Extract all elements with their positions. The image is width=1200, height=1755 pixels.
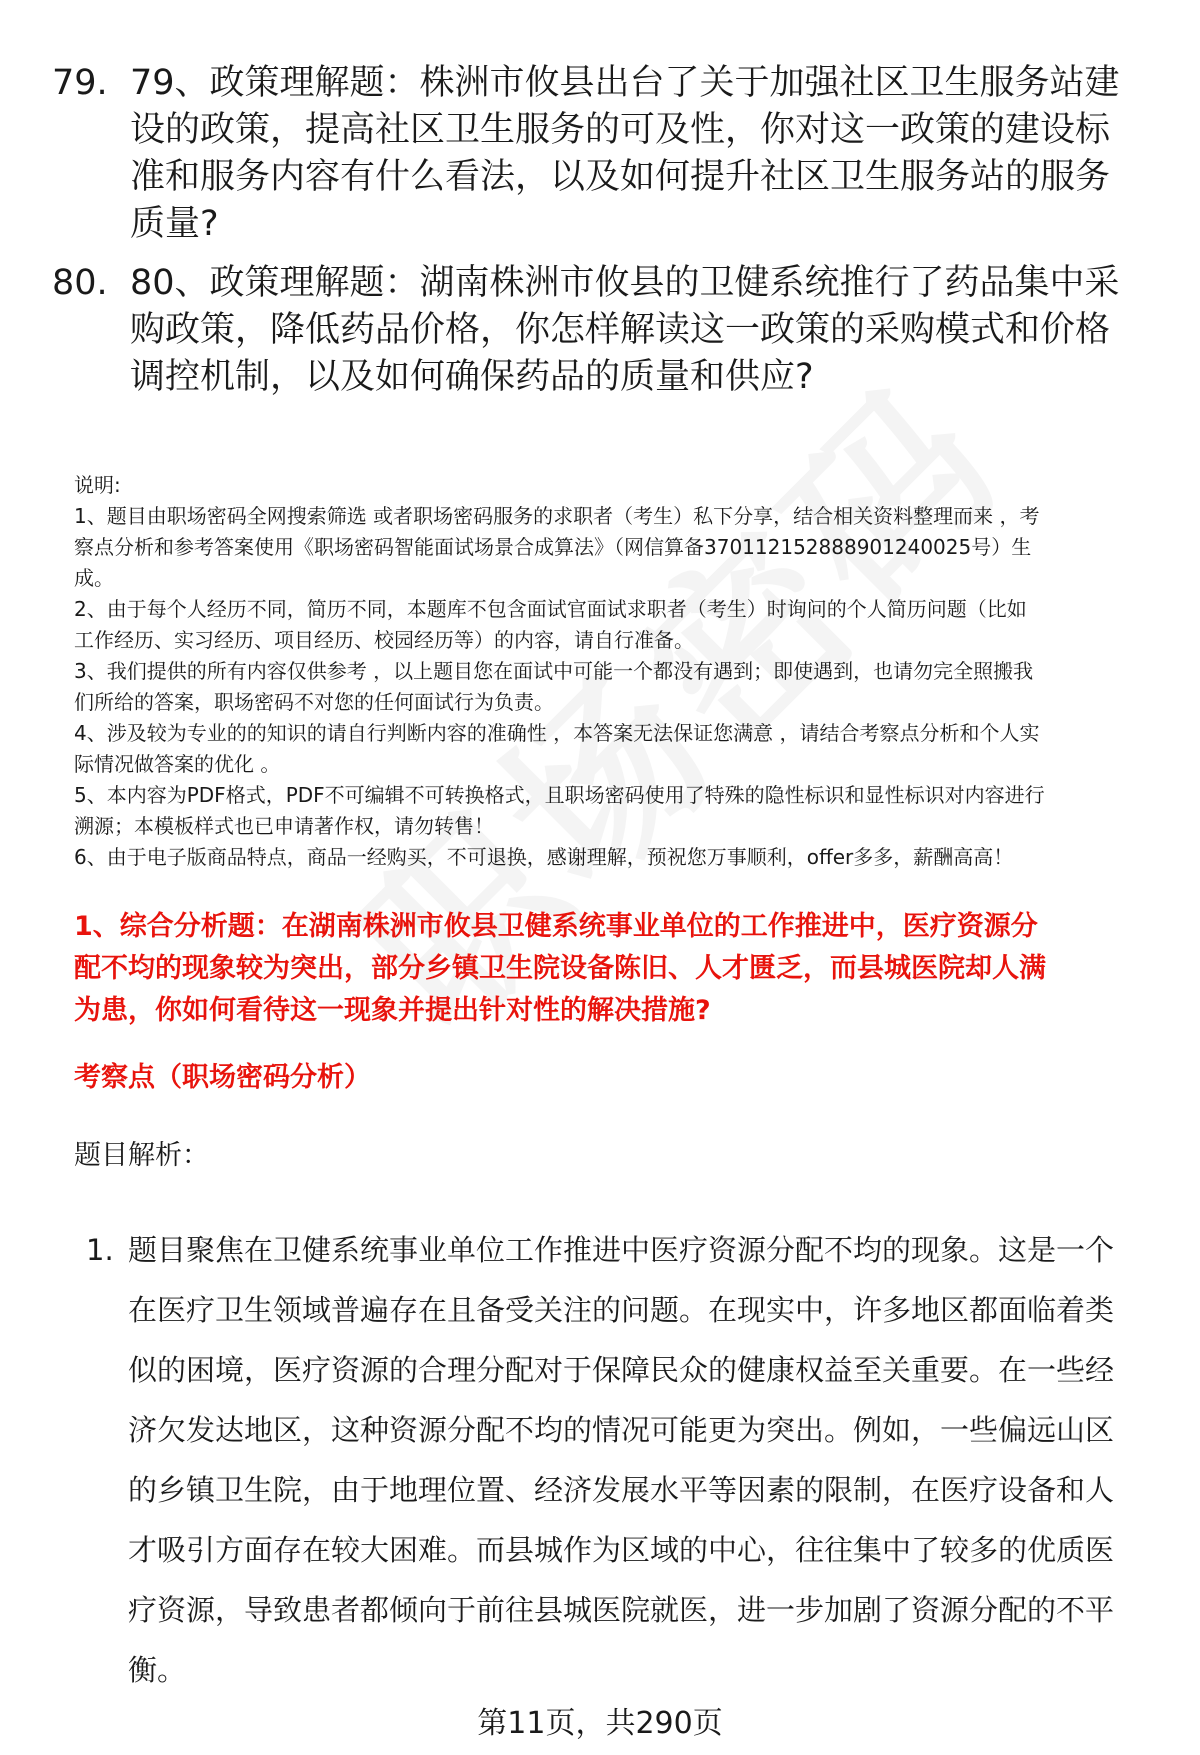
question-text: 79、政策理解题：株洲市攸县出台了关于加强社区卫生服务站建 设的政策，提高社区卫生服务的可及性，你对这一政策的建设标 准和服务内容有什么看法，以及如何提升社区卫生服务站的服务 质量? [130, 63, 1120, 244]
notes-title: 说明: [74, 473, 121, 497]
question-number: 80. [52, 263, 108, 303]
note-line: 5、本内容为PDF格式，PDF不可编辑不可转换格式，且职场密码使用了特殊的隐性标识和显性标识对内容进行 溯源；本模板样式也已申请著作权，请勿转售！ [74, 783, 1045, 838]
list-number: 1. [86, 1233, 114, 1267]
note-line: 3、我们提供的所有内容仅供参考 ，以上题目您在面试中可能一个都没有遇到；即使遇到，也请勿完全照搬我 们所给的答案，职场密码不对您的任何面试行为负责。 [74, 659, 1034, 714]
page-footer: 第11页，共290页 [477, 1706, 723, 1741]
note-line: 6、由于电子版商品特点，商品一经购买，不可退换，感谢理解，预祝您万事顺利，offer多多，薪酬高高！ [74, 845, 1014, 869]
list-text: 题目聚焦在卫健系统事业单位工作推进中医疗资源分配不均的现象。这是一个 在医疗卫生领域普遍存在且备受关注的问题。在现实中，许多地区都面临着类 似的困境，医疗资源的合理分配对于保障民众的健康权益至关重要。在一些经 济欠发达地区，这种资源分配不均的情况可能更为突出。例如，一些偏远山区 的乡镇卫生院，由于地理位置、经济发展水平等因素的限制，在医疗设备和人 才吸引方面存在较大困难。而县城作为区域的中心，往往集中了较多的优质医 疗资源，导致患者都倾向于前往县城医院就医，进一步加剧了资源分配的不平 衡。 [128, 1233, 1115, 1687]
notes-block [74, 470, 1164, 873]
section-subtitle: 考察点（职场密码分析） [74, 1062, 371, 1093]
question-text: 80、政策理解题：湖南株洲市攸县的卫健系统推行了药品集中采 购政策，降低药品价格，你怎样解读这一政策的采购模式和价格 调控机制，以及如何确保药品的质量和供应? [130, 263, 1120, 397]
note-line: 2、由于每个人经历不同，简历不同，本题库不包含面试官面试求职者（考生）时询问的个人简历问题（比如 工作经历、实习经历、项目经历、校园经历等）的内容，请自行准备。 [74, 597, 1027, 652]
question-number: 79. [52, 63, 108, 103]
note-line: 4、涉及较为专业的的知识的请自行判断内容的准确性 ，本答案无法保证您满意 ，请结合考察点分析和个人实 际情况做答案的优化 。 [74, 721, 1040, 776]
note-line: 1、题目由职场密码全网搜索筛选 或者职场密码服务的求职者（考生）私下分享，结合相关资料整理而来 ，考 察点分析和参考答案使用《职场密码智能面试场景合成算法》（网信算备370112152888901240025号）生 成。 [74, 504, 1040, 590]
analysis-label: 题目解析： [74, 1140, 209, 1171]
section-question-title: 1、综合分析题：在湖南株洲市攸县卫健系统事业单位的工作推进中，医疗资源分 配不均的现象较为突出，部分乡镇卫生院设备陈旧、人才匮乏，而县城医院却人满 为患，你如何看待这一现象并提出针对性的解决措施? [74, 911, 1046, 1026]
